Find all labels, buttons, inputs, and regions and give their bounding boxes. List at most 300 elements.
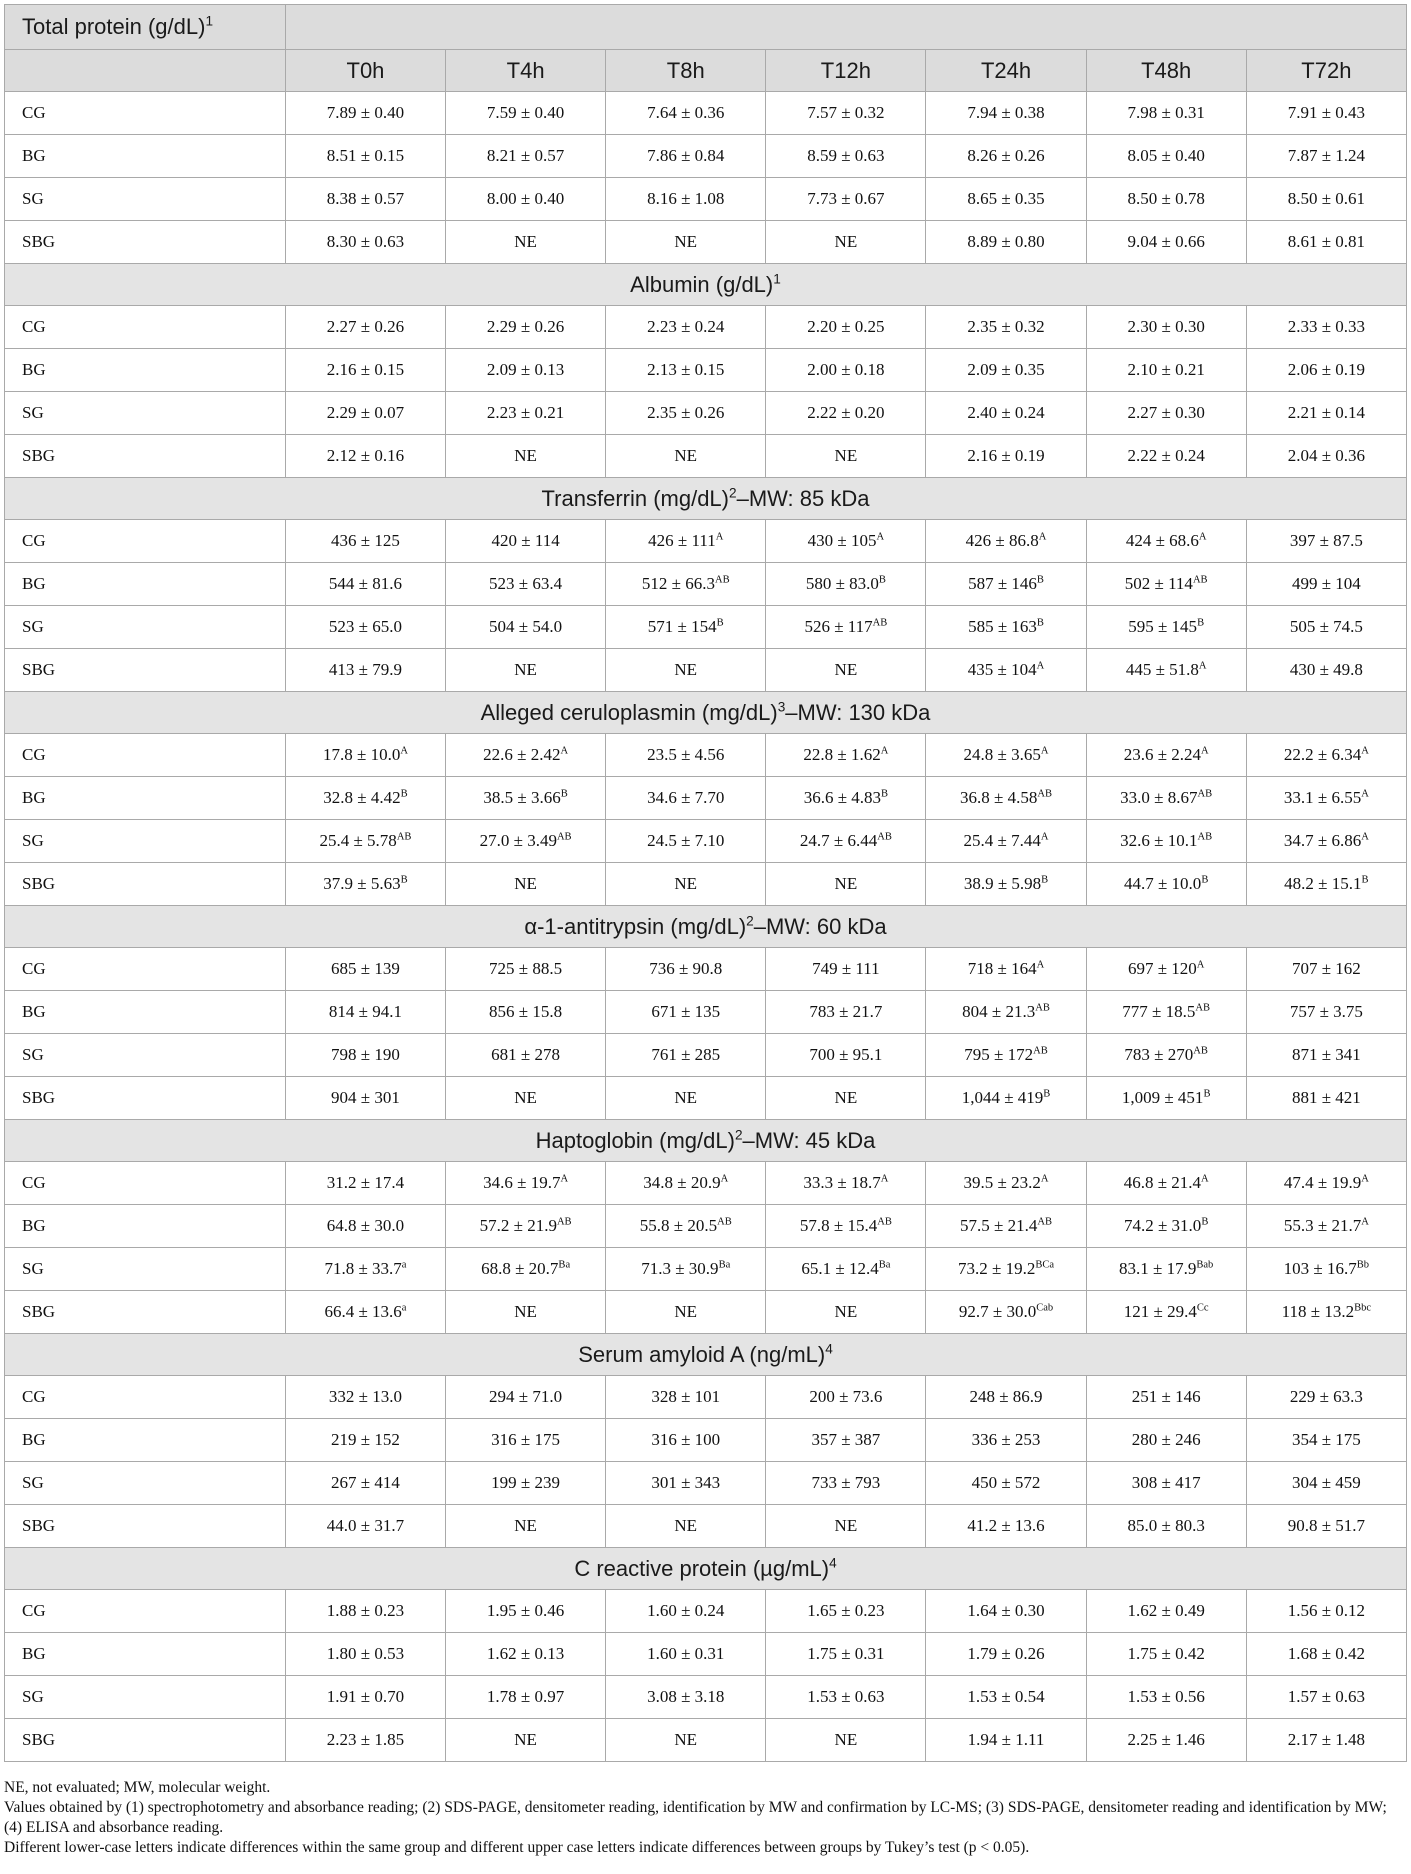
- cell-value: NE: [674, 1302, 698, 1321]
- table-row: [5, 1633, 1407, 1676]
- cell-value: 66.4 ± 13.6: [324, 1302, 402, 1321]
- cell-value: NE: [674, 660, 698, 679]
- table-row: [5, 392, 1407, 435]
- value-cell: [606, 734, 766, 777]
- group-label: SG: [5, 1248, 286, 1291]
- cell-value: 121 ± 29.4: [1123, 1302, 1197, 1321]
- section-title: Alleged ceruloplasmin (mg/dL): [480, 699, 778, 725]
- cell-value: 118 ± 13.2: [1281, 1302, 1355, 1321]
- value-cell: [1086, 991, 1246, 1034]
- significance-letters: B: [1203, 1088, 1211, 1100]
- value-cell: [926, 820, 1086, 863]
- section-header-row: [5, 1334, 1407, 1376]
- cell-value: 267 ± 414: [331, 1473, 400, 1492]
- value-cell: [606, 306, 766, 349]
- table-row: [5, 863, 1407, 906]
- group-label: SG: [5, 1034, 286, 1077]
- value-cell: [766, 1162, 926, 1205]
- value-cell: [926, 948, 1086, 991]
- value-cell: [766, 178, 926, 221]
- value-cell: [606, 563, 766, 606]
- value-cell: [446, 1676, 606, 1719]
- value-cell: [1086, 606, 1246, 649]
- value-cell: [1246, 1077, 1406, 1120]
- significance-letters: B: [560, 788, 568, 800]
- cell-value: NE: [834, 1730, 858, 1749]
- value-cell: [766, 435, 926, 478]
- value-cell: [606, 1077, 766, 1120]
- value-cell: [1246, 563, 1406, 606]
- group-label: SBG: [5, 435, 286, 478]
- value-cell: [606, 820, 766, 863]
- table-row: [5, 1676, 1407, 1719]
- cell-value: 2.23 ± 0.21: [486, 403, 565, 422]
- cell-value: 571 ± 154: [647, 617, 717, 636]
- cell-value: 251 ± 146: [1131, 1387, 1201, 1406]
- cell-value: 2.09 ± 0.35: [967, 360, 1045, 379]
- section-title-mw: –MW: 130 kDa: [785, 699, 931, 725]
- value-cell: [606, 1248, 766, 1291]
- group-label: SBG: [5, 221, 286, 264]
- value-cell: [766, 92, 926, 135]
- table-row: [5, 649, 1407, 692]
- cell-value: 904 ± 301: [331, 1088, 400, 1107]
- cell-value: 8.50 ± 0.78: [1127, 189, 1205, 208]
- cell-value: 1.60 ± 0.24: [647, 1601, 725, 1620]
- value-cell: [1246, 777, 1406, 820]
- value-cell: [1086, 1291, 1246, 1334]
- cell-value: 7.94 ± 0.38: [967, 103, 1045, 122]
- cell-value: 44.0 ± 31.7: [326, 1516, 405, 1535]
- value-cell: [446, 392, 606, 435]
- value-cell: [285, 1248, 445, 1291]
- cell-value: 1.75 ± 0.31: [807, 1644, 885, 1663]
- value-cell: [446, 135, 606, 178]
- value-cell: [766, 221, 926, 264]
- cell-value: 336 ± 253: [971, 1430, 1041, 1449]
- value-cell: [446, 820, 606, 863]
- cell-value: 7.89 ± 0.40: [326, 103, 405, 122]
- cell-value: 8.89 ± 0.80: [967, 232, 1045, 251]
- value-cell: [285, 863, 445, 906]
- significance-letters: BCa: [1035, 1259, 1055, 1271]
- table-row: [5, 1505, 1407, 1548]
- section-title: Serum amyloid A (ng/mL): [578, 1341, 826, 1367]
- cell-value: 248 ± 86.9: [969, 1387, 1043, 1406]
- cell-value: 499 ± 104: [1291, 574, 1361, 593]
- column-header: T24h: [926, 50, 1086, 92]
- cell-value: 435 ± 104: [967, 660, 1037, 679]
- cell-value: 2.00 ± 0.18: [807, 360, 885, 379]
- section-title-footnote-mark: 2: [746, 913, 754, 929]
- value-cell: [446, 1719, 606, 1762]
- cell-value: NE: [674, 1088, 698, 1107]
- significance-letters: Bb: [1356, 1259, 1370, 1271]
- value-cell: [1086, 1505, 1246, 1548]
- section-header-cell: [5, 906, 1407, 948]
- cell-value: 430 ± 49.8: [1289, 660, 1363, 679]
- value-cell: [606, 1376, 766, 1419]
- table-row: [5, 1248, 1407, 1291]
- significance-letters: A: [1038, 531, 1047, 543]
- value-cell: [285, 1633, 445, 1676]
- value-cell: [766, 392, 926, 435]
- value-cell: [1246, 1676, 1406, 1719]
- cell-value: 2.06 ± 0.19: [1287, 360, 1366, 379]
- cell-value: 46.8 ± 21.4: [1123, 1173, 1202, 1192]
- group-label: CG: [5, 520, 286, 563]
- value-cell: [285, 1376, 445, 1419]
- cell-value: 871 ± 341: [1291, 1045, 1361, 1064]
- value-cell: [446, 948, 606, 991]
- cell-value: 301 ± 343: [651, 1473, 721, 1492]
- value-cell: [606, 1590, 766, 1633]
- cell-value: 294 ± 71.0: [489, 1387, 563, 1406]
- value-cell: [446, 221, 606, 264]
- table-row: [5, 1291, 1407, 1334]
- significance-letters: A: [715, 531, 724, 543]
- cell-value: 426 ± 111: [648, 531, 716, 550]
- significance-letters: A: [1361, 831, 1369, 843]
- cell-value: 2.04 ± 0.36: [1287, 446, 1366, 465]
- cell-value: NE: [514, 660, 537, 679]
- significance-letters: AB: [717, 1216, 732, 1228]
- cell-value: 700 ± 95.1: [809, 1045, 883, 1064]
- significance-letters: B: [400, 788, 408, 800]
- table-row: [5, 92, 1407, 135]
- significance-letters: a: [401, 1302, 407, 1314]
- value-cell: [446, 1633, 606, 1676]
- cell-value: 685 ± 139: [331, 959, 400, 978]
- cell-value: 445 ± 51.8: [1125, 660, 1199, 679]
- value-cell: [446, 734, 606, 777]
- value-cell: [285, 520, 445, 563]
- cell-value: 2.35 ± 0.26: [647, 403, 725, 422]
- cell-value: 2.10 ± 0.21: [1127, 360, 1205, 379]
- table-row: [5, 1034, 1407, 1077]
- cell-value: NE: [514, 1302, 537, 1321]
- cell-value: 7.87 ± 1.24: [1287, 146, 1366, 165]
- value-cell: [926, 1248, 1086, 1291]
- value-cell: [285, 991, 445, 1034]
- value-cell: [766, 734, 926, 777]
- value-cell: [446, 92, 606, 135]
- value-cell: [766, 1633, 926, 1676]
- cell-value: 90.8 ± 51.7: [1287, 1516, 1366, 1535]
- cell-value: 504 ± 54.0: [489, 617, 563, 636]
- value-cell: [926, 1676, 1086, 1719]
- value-cell: [926, 392, 1086, 435]
- cell-value: 523 ± 65.0: [328, 617, 402, 636]
- header-blank-cell: [285, 5, 1406, 50]
- group-label: SG: [5, 820, 286, 863]
- significance-letters: A: [1198, 660, 1207, 672]
- value-cell: [926, 1505, 1086, 1548]
- section-header-cell: [5, 1334, 1407, 1376]
- group-label: BG: [5, 349, 286, 392]
- section-title: Albumin (g/dL): [630, 271, 774, 297]
- significance-letters: A: [1198, 531, 1207, 543]
- value-cell: [766, 1590, 926, 1633]
- value-cell: [606, 1719, 766, 1762]
- cell-value: 7.57 ± 0.32: [807, 103, 885, 122]
- cell-value: 8.50 ± 0.61: [1287, 189, 1366, 208]
- cell-value: 103 ± 16.7: [1283, 1259, 1357, 1278]
- value-cell: [1086, 948, 1246, 991]
- value-cell: [606, 606, 766, 649]
- cell-value: 1.53 ± 0.63: [807, 1687, 885, 1706]
- significance-letters: A: [1040, 1173, 1049, 1185]
- significance-letters: AB: [556, 1216, 572, 1228]
- cell-value: 34.8 ± 20.9: [643, 1173, 721, 1192]
- table-row: [5, 135, 1407, 178]
- cell-value: 83.1 ± 17.9: [1119, 1259, 1197, 1278]
- value-cell: [1246, 435, 1406, 478]
- section-title-footnote-mark: 4: [825, 1341, 833, 1357]
- cell-value: 795 ± 172: [964, 1045, 1034, 1064]
- cell-value: 413 ± 79.9: [328, 660, 402, 679]
- footnote-line: Different lower-case letters indicate differences within the same group and different upper case letters indicate differences between groups by Tukey’s test (p < 0.05).: [4, 1839, 1030, 1856]
- table-row: [5, 435, 1407, 478]
- cell-value: 7.64 ± 0.36: [647, 103, 725, 122]
- column-header: T4h: [446, 50, 606, 92]
- value-cell: [446, 1077, 606, 1120]
- significance-letters: AB: [1037, 788, 1053, 800]
- value-cell: [926, 92, 1086, 135]
- cell-value: NE: [514, 1730, 537, 1749]
- cell-value: 8.61 ± 0.81: [1287, 232, 1366, 251]
- cell-value: 526 ± 117: [804, 617, 873, 636]
- cell-value: 1.79 ± 0.26: [967, 1644, 1045, 1663]
- value-cell: [606, 1462, 766, 1505]
- cell-value: 2.09 ± 0.13: [486, 360, 565, 379]
- cell-value: 24.8 ± 3.65: [963, 745, 1041, 764]
- value-cell: [285, 92, 445, 135]
- cell-value: 1,044 ± 419: [961, 1088, 1044, 1107]
- value-cell: [926, 734, 1086, 777]
- cell-value: 37.9 ± 5.63: [323, 874, 401, 893]
- table-row: [5, 1590, 1407, 1633]
- value-cell: [446, 178, 606, 221]
- value-cell: [285, 1719, 445, 1762]
- value-cell: [1246, 135, 1406, 178]
- cell-value: 8.21 ± 0.57: [486, 146, 565, 165]
- section-header-cell: [5, 1120, 1407, 1162]
- value-cell: [285, 734, 445, 777]
- cell-value: NE: [834, 874, 858, 893]
- value-cell: [446, 1590, 606, 1633]
- significance-letters: A: [720, 1173, 729, 1185]
- cell-value: 2.23 ± 0.24: [647, 317, 725, 336]
- cell-value: 65.1 ± 12.4: [801, 1259, 879, 1278]
- cell-value: 34.6 ± 19.7: [483, 1173, 561, 1192]
- cell-value: NE: [834, 446, 858, 465]
- value-cell: [1086, 1376, 1246, 1419]
- cell-value: 1.56 ± 0.12: [1287, 1601, 1366, 1620]
- table-body: [5, 5, 1407, 1762]
- value-cell: [1246, 1205, 1406, 1248]
- value-cell: [766, 1205, 926, 1248]
- significance-letters: A: [876, 531, 885, 543]
- cell-value: 2.12 ± 0.16: [326, 446, 405, 465]
- cell-value: 1.80 ± 0.53: [326, 1644, 405, 1663]
- cell-value: 328 ± 101: [651, 1387, 721, 1406]
- group-label: CG: [5, 948, 286, 991]
- cell-value: 68.8 ± 20.7: [481, 1259, 559, 1278]
- value-cell: [926, 1162, 1086, 1205]
- value-cell: [1086, 349, 1246, 392]
- cell-value: 24.5 ± 7.10: [647, 831, 725, 850]
- significance-letters: A: [560, 745, 569, 757]
- cell-value: 73.2 ± 19.2: [957, 1259, 1036, 1278]
- value-cell: [1246, 1248, 1406, 1291]
- value-cell: [766, 649, 926, 692]
- cell-value: 304 ± 459: [1291, 1473, 1361, 1492]
- significance-letters: AB: [714, 574, 730, 586]
- value-cell: [766, 1291, 926, 1334]
- cell-value: 595 ± 145: [1128, 617, 1198, 636]
- value-cell: [285, 820, 445, 863]
- cell-value: 1.57 ± 0.63: [1287, 1687, 1366, 1706]
- cell-value: 200 ± 73.6: [809, 1387, 883, 1406]
- value-cell: [285, 777, 445, 820]
- value-cell: [1086, 1719, 1246, 1762]
- value-cell: [285, 1505, 445, 1548]
- value-cell: [1086, 734, 1246, 777]
- value-cell: [606, 178, 766, 221]
- value-cell: [926, 606, 1086, 649]
- section-header-cell: [5, 5, 286, 50]
- cell-value: 316 ± 175: [491, 1430, 561, 1449]
- table-row: [5, 1419, 1407, 1462]
- cell-value: 38.9 ± 5.98: [963, 874, 1042, 893]
- value-cell: [446, 1205, 606, 1248]
- group-label: SG: [5, 392, 286, 435]
- cell-value: 2.13 ± 0.15: [647, 360, 725, 379]
- value-cell: [766, 1376, 926, 1419]
- significance-letters: B: [400, 874, 408, 886]
- group-label: CG: [5, 306, 286, 349]
- cell-value: 1.88 ± 0.23: [326, 1601, 405, 1620]
- section-title-footnote-mark: 2: [734, 1127, 743, 1143]
- cell-value: 1.60 ± 0.31: [647, 1644, 725, 1663]
- significance-letters: A: [880, 1173, 889, 1185]
- cell-value: 25.4 ± 7.44: [963, 831, 1041, 850]
- cell-value: 783 ± 270: [1124, 1045, 1194, 1064]
- cell-value: 354 ± 175: [1291, 1430, 1361, 1449]
- value-cell: [1086, 1633, 1246, 1676]
- value-cell: [926, 563, 1086, 606]
- value-cell: [606, 1291, 766, 1334]
- cell-value: 55.8 ± 20.5: [639, 1216, 718, 1235]
- value-cell: [766, 1034, 926, 1077]
- cell-value: 881 ± 421: [1291, 1088, 1361, 1107]
- section-header-row: [5, 692, 1407, 734]
- significance-letters: AB: [877, 831, 892, 843]
- value-cell: [1086, 777, 1246, 820]
- value-cell: [1086, 435, 1246, 478]
- cell-value: 587 ± 146: [968, 574, 1037, 593]
- cell-value: 2.33 ± 0.33: [1287, 317, 1366, 336]
- section-header-row: [5, 1120, 1407, 1162]
- cell-value: 74.2 ± 31.0: [1123, 1216, 1202, 1235]
- cell-value: 2.22 ± 0.20: [807, 403, 885, 422]
- cell-value: NE: [674, 1730, 698, 1749]
- value-cell: [1246, 221, 1406, 264]
- value-cell: [1246, 1034, 1406, 1077]
- value-cell: [1246, 649, 1406, 692]
- section-title: Haptoglobin (mg/dL): [535, 1127, 735, 1153]
- column-header: T0h: [285, 50, 445, 92]
- column-header: T48h: [1086, 50, 1246, 92]
- cell-value: 1.75 ± 0.42: [1127, 1644, 1205, 1663]
- cell-value: 2.40 ± 0.24: [967, 403, 1045, 422]
- cell-value: 2.29 ± 0.26: [486, 317, 565, 336]
- value-cell: [606, 1419, 766, 1462]
- value-cell: [446, 520, 606, 563]
- significance-letters: AB: [1035, 1002, 1050, 1014]
- section-header-row: [5, 478, 1407, 520]
- cell-value: 2.25 ± 1.46: [1127, 1730, 1205, 1749]
- cell-value: NE: [514, 1516, 537, 1535]
- cell-value: 8.38 ± 0.57: [326, 189, 405, 208]
- cell-value: 505 ± 74.5: [1289, 617, 1363, 636]
- value-cell: [1086, 863, 1246, 906]
- value-cell: [446, 991, 606, 1034]
- value-cell: [1086, 92, 1246, 135]
- cell-value: NE: [514, 874, 537, 893]
- cell-value: 718 ± 164: [967, 959, 1037, 978]
- value-cell: [446, 863, 606, 906]
- cell-value: 707 ± 162: [1291, 959, 1361, 978]
- cell-value: 71.3 ± 30.9: [641, 1259, 719, 1278]
- value-cell: [446, 649, 606, 692]
- significance-letters: A: [1196, 959, 1205, 971]
- section-header-cell: [5, 692, 1407, 734]
- group-label: SBG: [5, 649, 286, 692]
- significance-letters: AB: [872, 617, 888, 629]
- column-header: T8h: [606, 50, 766, 92]
- value-cell: [1246, 1419, 1406, 1462]
- significance-letters: a: [401, 1259, 407, 1271]
- value-cell: [446, 1162, 606, 1205]
- value-cell: [1246, 1505, 1406, 1548]
- header-title-row: [5, 5, 1407, 50]
- cell-value: 1.53 ± 0.56: [1127, 1687, 1205, 1706]
- section-header-row: [5, 906, 1407, 948]
- cell-value: 332 ± 13.0: [328, 1387, 402, 1406]
- value-cell: [606, 392, 766, 435]
- cell-value: 749 ± 111: [812, 959, 880, 978]
- value-cell: [285, 606, 445, 649]
- cell-value: 397 ± 87.5: [1289, 531, 1363, 550]
- value-cell: [1086, 1077, 1246, 1120]
- group-label: CG: [5, 734, 286, 777]
- cell-value: 23.6 ± 2.24: [1123, 745, 1202, 764]
- cell-value: 804 ± 21.3: [962, 1002, 1036, 1021]
- significance-letters: A: [400, 745, 408, 757]
- cell-value: 761 ± 285: [651, 1045, 721, 1064]
- cell-value: 1.65 ± 0.23: [807, 1601, 885, 1620]
- value-cell: [606, 92, 766, 135]
- column-header: T12h: [766, 50, 926, 92]
- value-cell: [926, 221, 1086, 264]
- cell-value: 32.6 ± 10.1: [1120, 831, 1198, 850]
- table-row: [5, 349, 1407, 392]
- value-cell: [926, 991, 1086, 1034]
- value-cell: [606, 1162, 766, 1205]
- value-cell: [926, 435, 1086, 478]
